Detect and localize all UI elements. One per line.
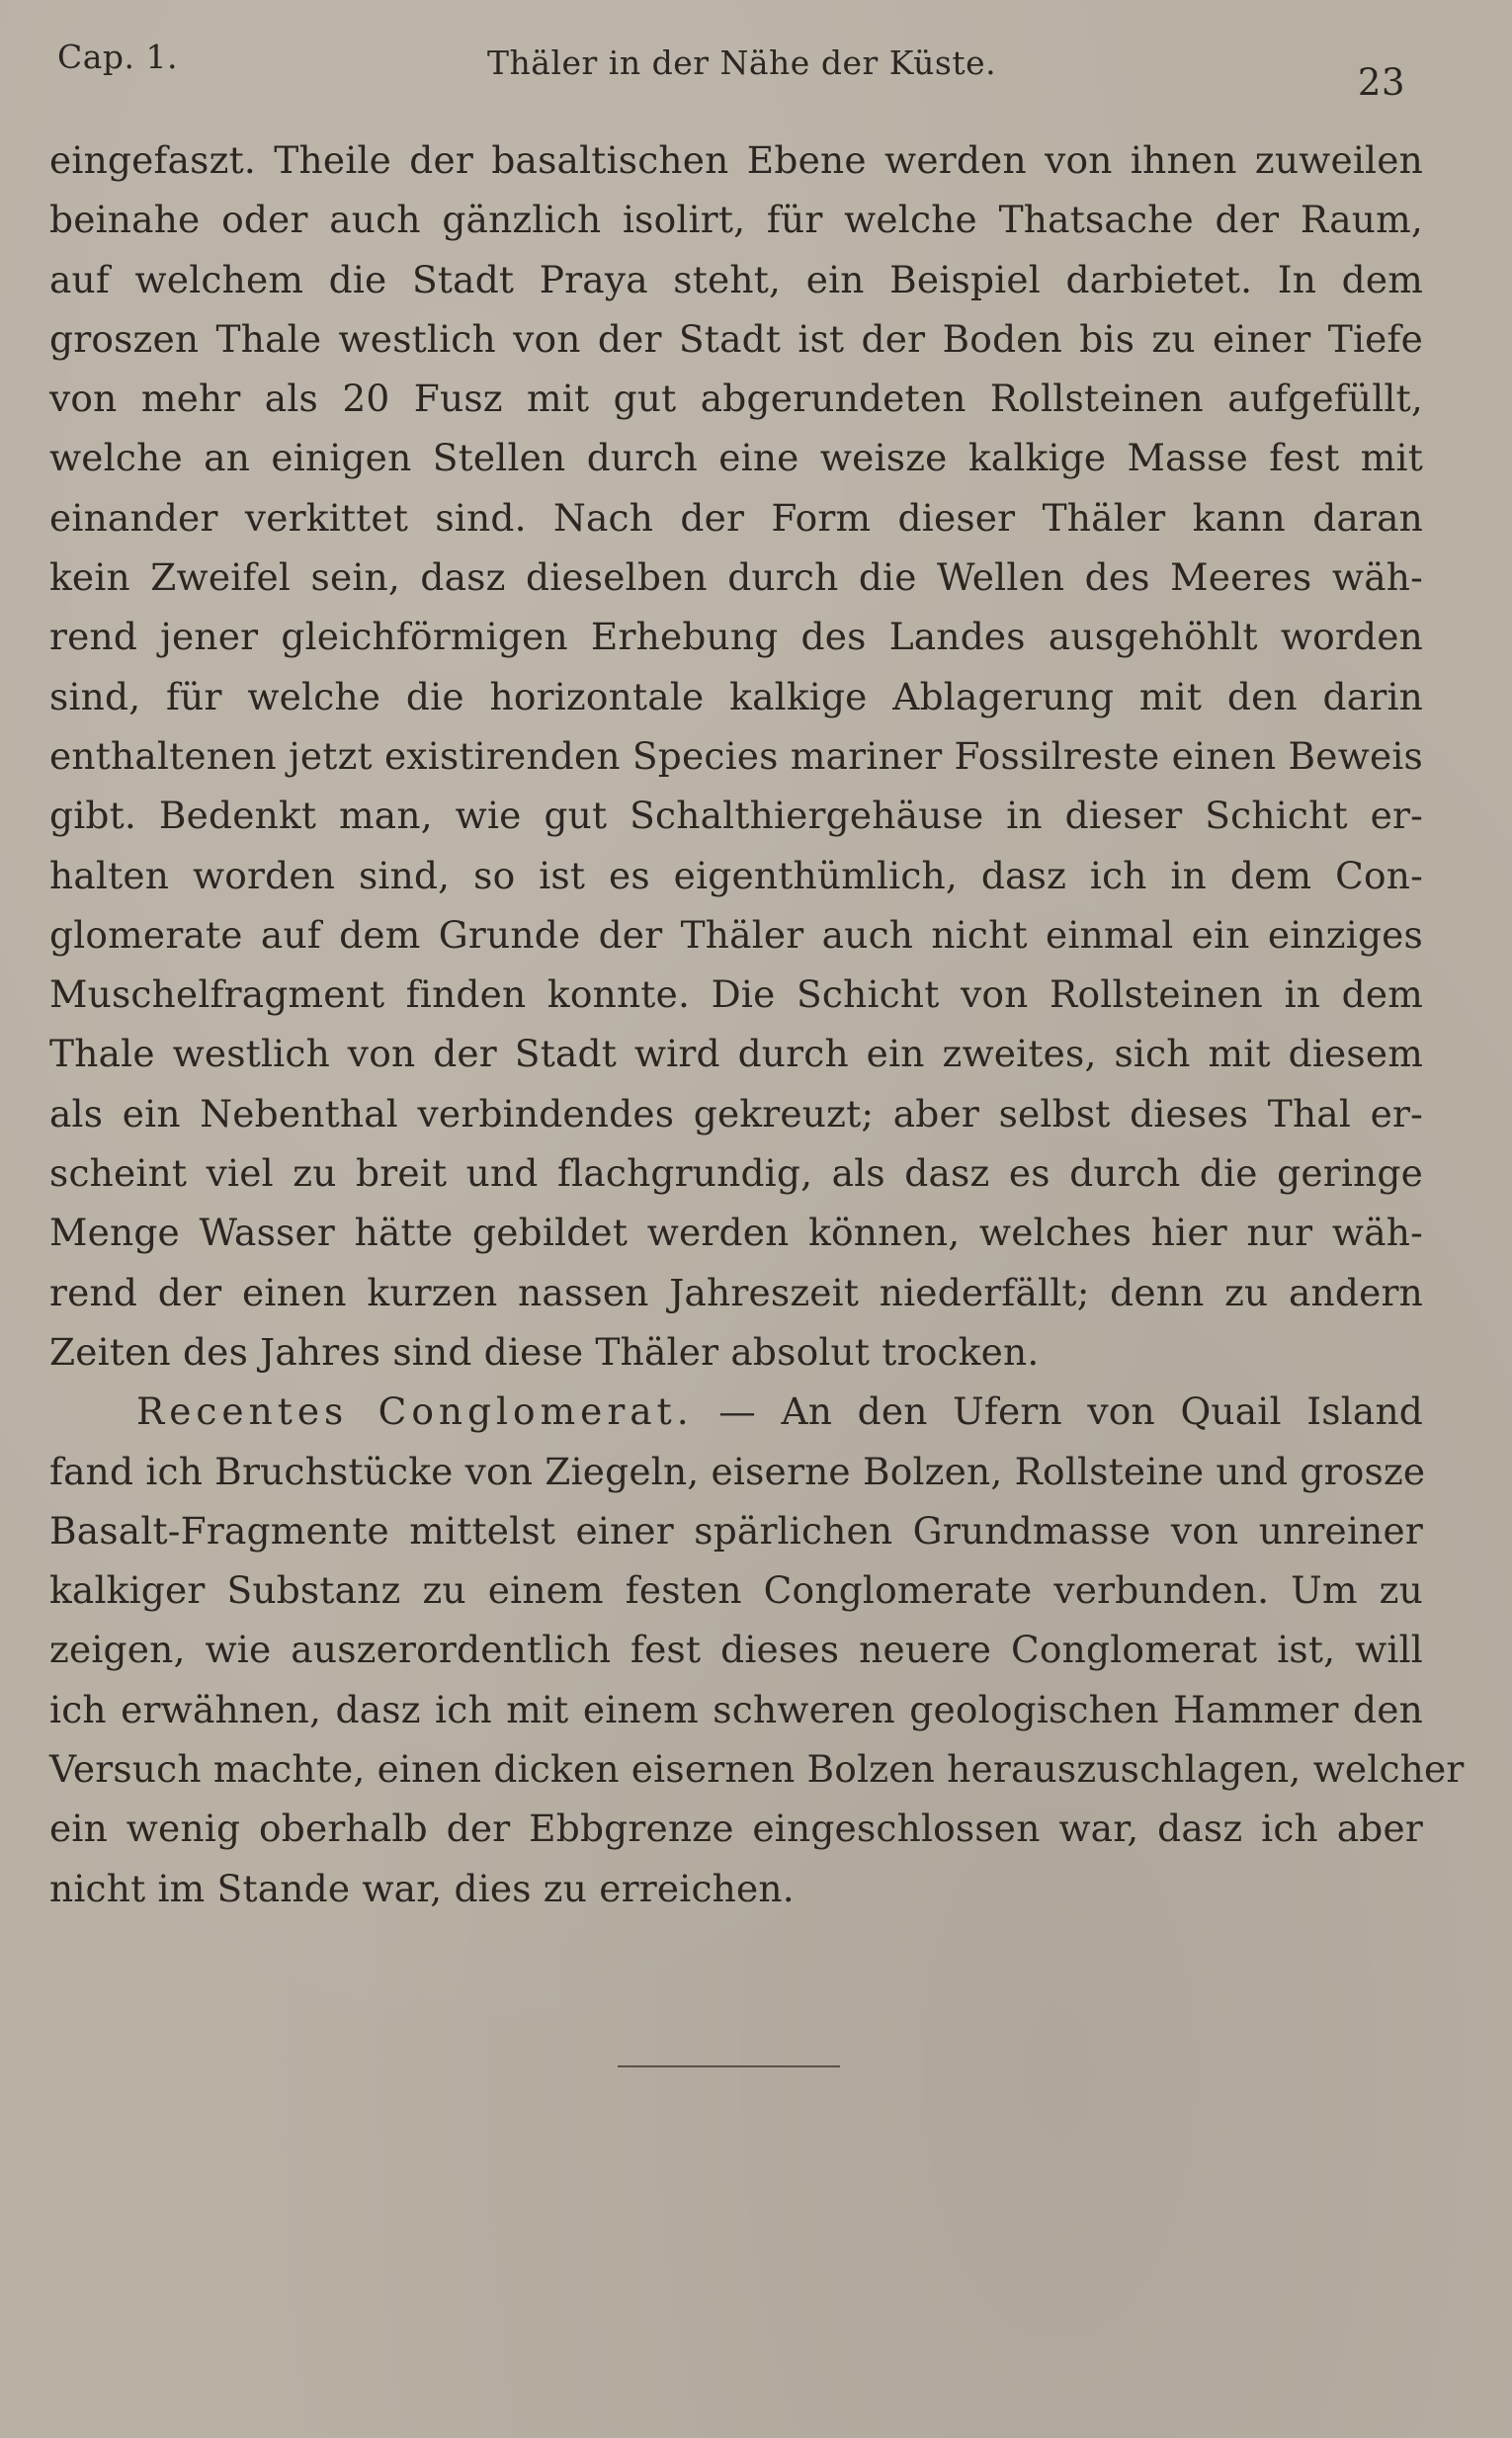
text-line: von mehr als 20 Fusz mit gut abgerundeten Rollsteinen aufgefüllt,	[49, 377, 1423, 421]
text-line: ich erwähnen, dasz ich mit einem schweren geologischen Hammer den	[49, 1687, 1423, 1731]
text-line: groszen Thale westlich von der Stadt ist der Boden bis zu einer Tiefe	[49, 316, 1423, 361]
text-line: rend der einen kurzen nassen Jahreszeit niederfällt; denn zu andern	[49, 1270, 1423, 1314]
chapter-label: Cap. 1.	[57, 38, 179, 76]
text-line: Versuch machte, einen dicken eisernen Bolzen herauszuschlagen, welcher	[49, 1747, 1465, 1792]
text-line: scheint viel zu breit und flachgrundig, als dasz es durch die geringe	[49, 1151, 1423, 1196]
text-line: zeigen, wie auszerordentlich fest dieses neuere Conglomerat ist, will	[49, 1628, 1423, 1672]
running-head	[57, 38, 1405, 104]
text-line: glomerate auf dem Grunde der Thäler auch nicht einmal ein einziges	[49, 912, 1423, 957]
text-line: sind, für welche die horizontale kalkige Ablagerung mit den darin	[49, 674, 1423, 718]
paragraph-valleys	[49, 130, 1423, 1382]
text-line: rend jener gleichförmigen Erhebung des Landes ausgehöhlt worden	[49, 615, 1423, 659]
text-line: Menge Wasser hätte gebildet werden können, welches hier nur wäh-	[49, 1211, 1423, 1255]
section-divider	[618, 2065, 840, 2067]
text-line: eingefaszt. Theile der basaltischen Ebene werden von ihnen zuweilen	[49, 138, 1423, 182]
body-text	[49, 130, 1465, 1918]
text-line: kein Zweifel sein, dasz dieselben durch die Wellen des Meeres wäh-	[49, 555, 1423, 600]
text-line: Thale westlich von der Stadt wird durch ein zweites, sich mit diesem	[49, 1032, 1423, 1076]
text-line: beinahe oder auch gänzlich isolirt, für welche Thatsache der Raum,	[49, 198, 1423, 242]
text-line: welche an einigen Stellen durch eine weisze kalkige Masse fest mit	[49, 436, 1423, 480]
text-line: gibt. Bedenkt man, wie gut Schalthiergehäuse in dieser Schicht er-	[49, 794, 1423, 838]
text-line: nicht im Stande war, dies zu erreichen.	[49, 1866, 795, 1910]
text-line: enthaltenen jetzt existirenden Species mariner Fossilreste einen Beweis	[49, 733, 1423, 778]
text-line	[49, 1382, 1423, 1441]
page-number: 23	[1357, 61, 1405, 104]
text-line: einander verkittet sind. Nach der Form dieser Thäler kann daran	[49, 495, 1423, 540]
running-title: Thäler in der Nähe der Küste.	[487, 43, 997, 82]
text-line: Muschelfragment finden konnte. Die Schicht von Rollsteinen in dem	[49, 972, 1423, 1017]
text-line: als ein Nebenthal verbindendes gekreuzt; aber selbst dieses Thal er-	[49, 1091, 1423, 1135]
paragraph-recent-conglomerate	[49, 1382, 1465, 1918]
text-line: ein wenig oberhalb der Ebbgrenze eingeschlossen war, dasz ich aber	[49, 1807, 1423, 1851]
text-line: Basalt-Fragmente mittelst einer spärlichen Grundmasse von unreiner	[49, 1508, 1423, 1553]
text-line: auf welchem die Stadt Praya steht, ein Beispiel darbietet. In dem	[49, 257, 1423, 301]
text-line: fand ich Bruchstücke von Ziegeln, eiserne Bolzen, Rollsteine und grosze	[49, 1449, 1426, 1493]
text-line: halten worden sind, so ist es eigenthümlich, dasz ich in dem Con-	[49, 853, 1423, 897]
text-line: kalkiger Substanz zu einem festen Conglomerate verbunden. Um zu	[49, 1568, 1423, 1613]
section-heading: Recentes Conglomerat.	[136, 1389, 694, 1434]
heading-line-rest: — An den Ufern von Quail Island	[718, 1389, 1423, 1434]
text-line: Zeiten des Jahres sind diese Thäler absolut trocken.	[49, 1329, 1040, 1374]
